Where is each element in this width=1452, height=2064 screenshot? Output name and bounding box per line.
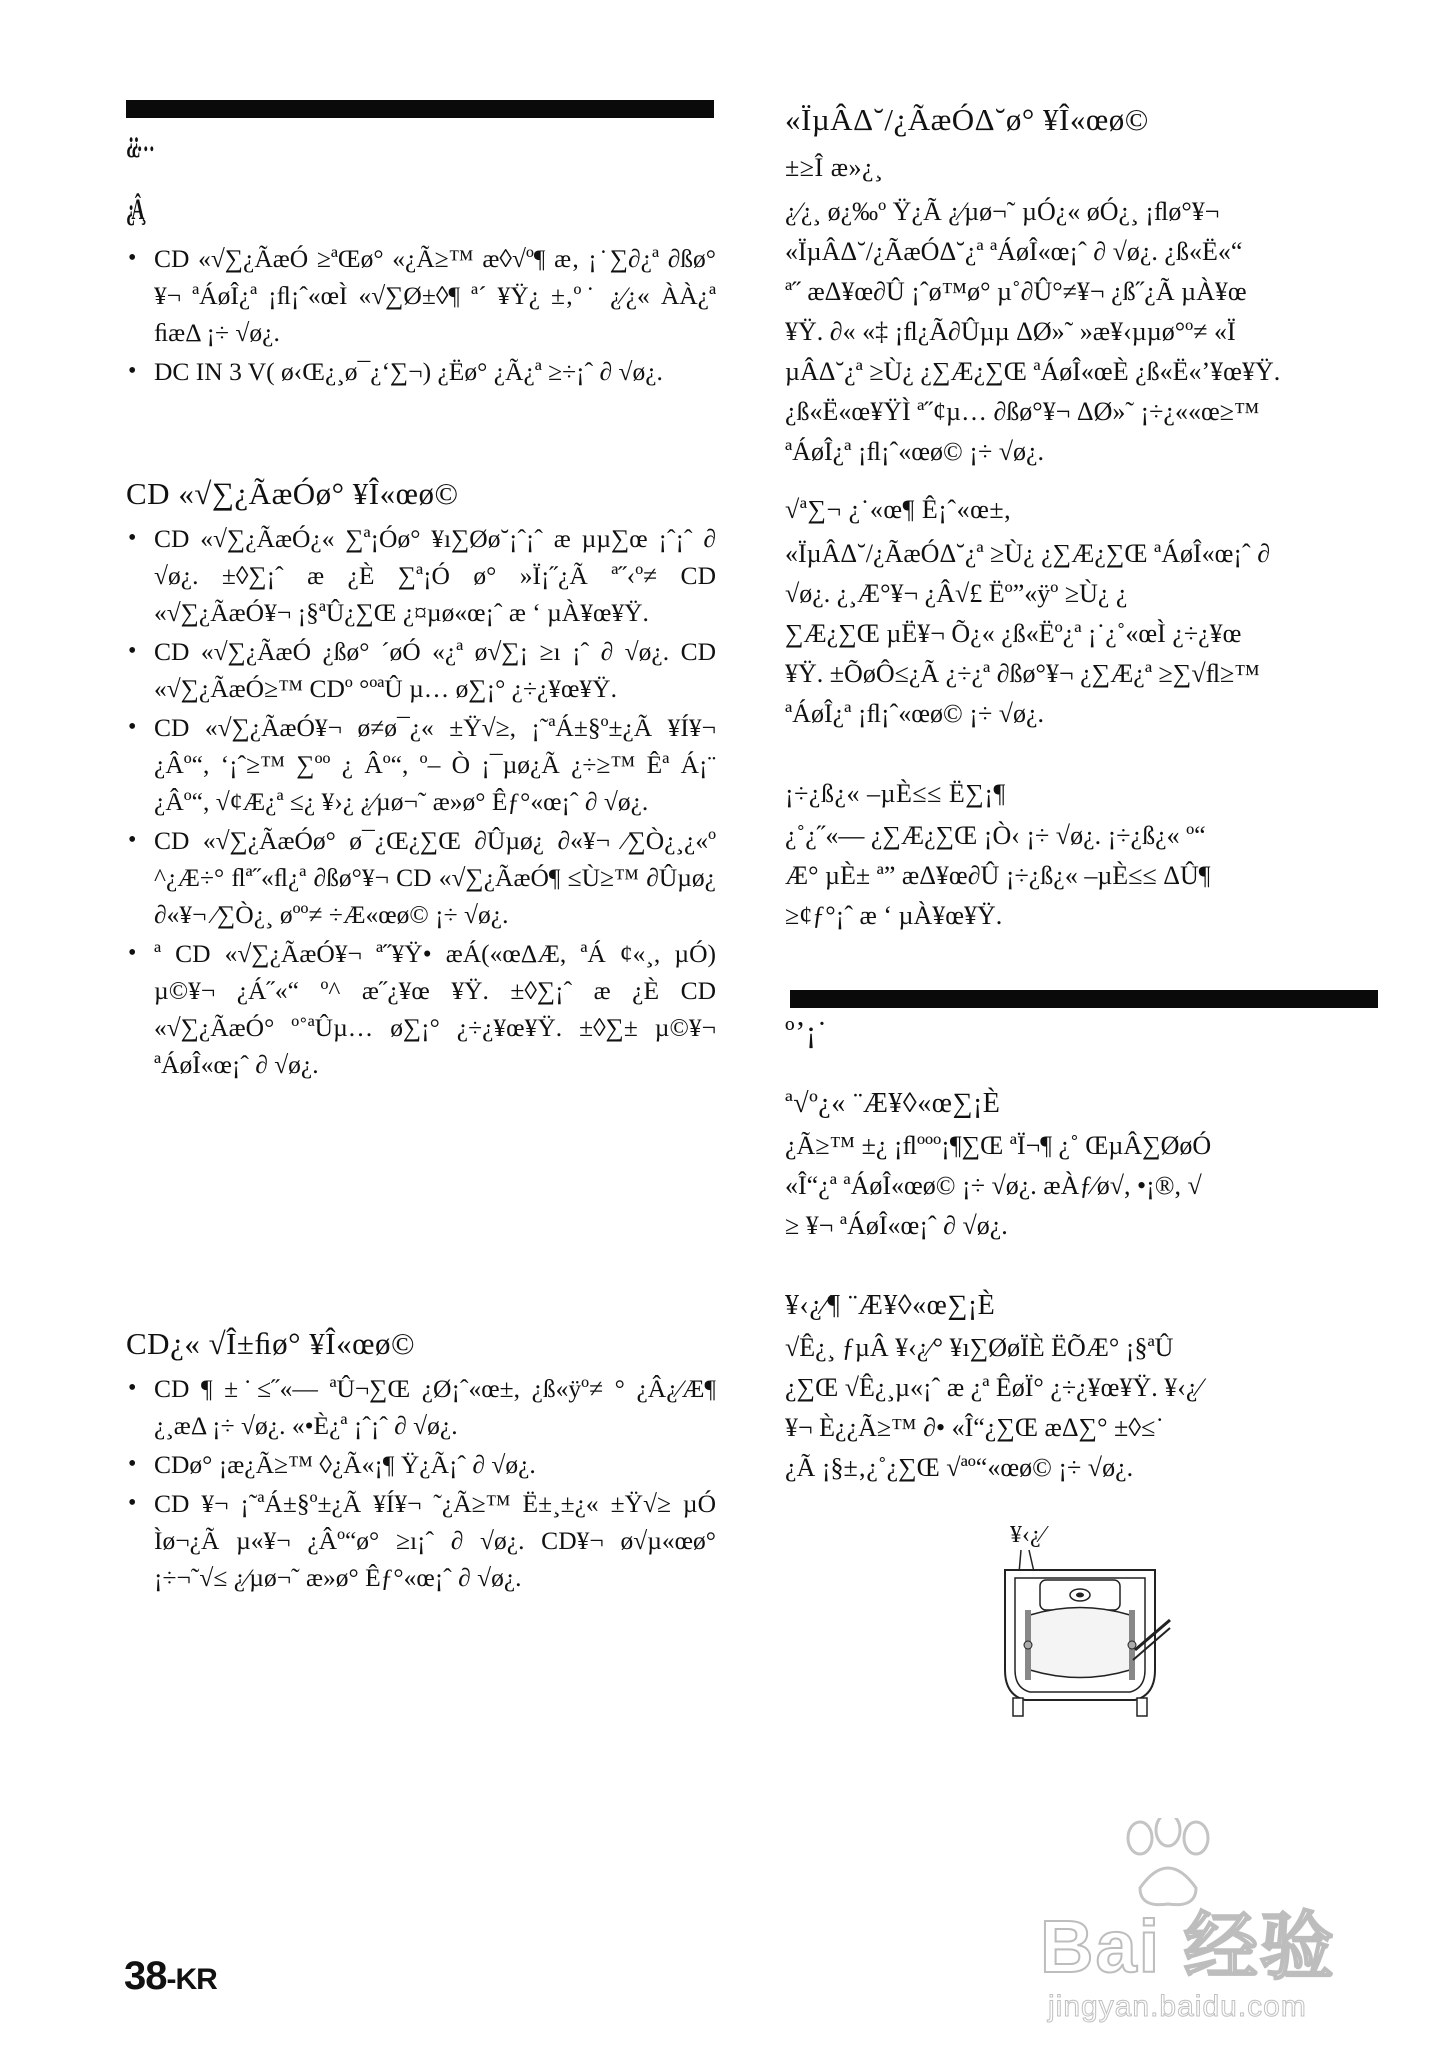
terminal-cleaning-illustration <box>985 1520 1175 1730</box>
section-title-maintenance: º’¡˙ <box>785 1014 828 1049</box>
section-rule-right <box>790 990 1378 1008</box>
text-line: ¥Ÿ. ∂« «‡ ¡ﬂ¿Ã∂Ûµµ ΔØ»˜ »æ¥‹µµø°º≠ «Ï <box>785 317 1236 346</box>
subhead-consideration: ¡÷¿ß¿« –µÈ≤≤ Ë∑¡¶ <box>785 779 1006 808</box>
text-line: ¿Ã ¡§±‚¿˚¿∑Œ √ªº“«œø© ¡÷ √ø¿. <box>785 1453 1134 1482</box>
list-item: • CDø° ¡æ¿Ã≥™ ◊¿Ã«¡¶ Ÿ¿Ã¡ˆ ∂ √ø¿. <box>126 1446 716 1483</box>
text-line: ªÁøÎ¿ª ¡ﬂ¡ˆ«œø© ¡÷ √ø¿. <box>785 699 1045 728</box>
page-number <box>124 1954 217 1999</box>
text-line: ªÁøÎ¿ª ¡ﬂ¡ˆ«œø© ¡÷ √ø¿. <box>785 437 1045 466</box>
text-line: Æ° µÈ± ª” æΔ¥œ∂Û ¡÷¿ß¿« –µÈ≤≤ ΔÛ¶ <box>785 861 1211 890</box>
section-title-headphones: «ÏµÂΔ˘/¿ÃæÓΔ˘ø° ¥Î«œø© <box>785 102 1149 137</box>
text-line: √Ê¿¸ ƒµÂ ¥‹¿⁄° ¥ı∑ØøÏÈ ËÕÆ° ¡§ªÛ <box>785 1333 1174 1362</box>
list-item: • CD ¥¬ ¡˜ªÁ±§º±¿Ã ¥Í¥¬ ˜¿Ã≥™ Ë±¸±¿« ±Ÿ√≥ µÓ Ìø¬¿Ã µ«¥¬ ¿Âº“ø° ≥ı¡ˆ ∂ √ø¿. CD¥¬ ø√µ«œø° ¡÷¬˜√≤ ¿⁄µø¬˜ æ»ø° Êƒ°«œ¡ˆ ∂ √ø¿. <box>126 1485 716 1596</box>
paragraph-consideration <box>785 816 1375 936</box>
text-line: ≥ ¥¬ ªÁøÎ«œ¡ˆ ∂ √ø¿. <box>785 1211 1008 1240</box>
text-line: ª˝ æΔ¥œ∂Û ¡ˆø™ø° µ˚∂Û°≠¥¬ ¿ß˝¿Ã µÀ¥œ <box>785 277 1247 306</box>
text-line: ¥¬ È¿¿Ã≥™ ∂• «Î“¿∑Œ æΔ∑° ±◊≤˙ <box>785 1413 1165 1442</box>
section-title-cd-player: CD «√∑¿ÃæÓø° ¥Î«œø© <box>126 476 459 511</box>
text-line: ¿⁄¿¸ ø¿‰º Ÿ¿Ã ¿⁄µø¬˜ µÓ¿« øÓ¿¸ ¡ﬂø°¥¬ <box>785 197 1220 226</box>
section-heading-precautions: ¿¿… <box>126 125 152 158</box>
cd-player-bullet-list <box>126 520 716 1085</box>
section-title-cd-handling: CD¿« √Î±ﬁø° ¥Î«œø© <box>126 1326 416 1361</box>
watermark-brand: Bai 经验 <box>1040 1905 1336 1988</box>
text-line: ¿∑Œ √Ê¿¸µ«¡ˆ æ ¿ª ÊøÏ° ¿÷¿¥œ¥Ÿ. ¥‹¿⁄ <box>785 1373 1202 1402</box>
watermark-url: jingyan.baidu.com <box>1048 1990 1307 2023</box>
text-line: µÂΔ˘¿ª ≥Ù¿ ¿∑Æ¿∑Œ ªÁøÎ«œÈ ¿ß«Ë«’¥œ¥Ÿ. <box>785 357 1281 386</box>
list-item: • CD ¶ ±˙≤˝«— ªÛ¬∑Œ ¿Ø¡ˆ«œ±, ¿ß«ÿº≠ ° ¿Â¿⁄Æ¶ ¿¸æΔ ¡÷ √ø¿. «•È¿ª ¡ˆ¡ˆ ∂ √ø¿. <box>126 1370 716 1444</box>
text-line: ≥¢ƒ°¡ˆ æ ‘ µÀ¥œ¥Ÿ. <box>785 901 1003 930</box>
page-number-value: 38 <box>124 1954 167 1998</box>
list-item: • CD «√∑¿ÃæÓ ¿ßø° ´øÓ «¿ª ø√∑¡ ≥ı ¡ˆ ∂ √ø¿. CD «√∑¿ÃæÓ≥™ CDº °ºªÛ µ… ø∑¡° ¿÷¿¥œ¥Ÿ. <box>126 633 716 707</box>
illustration-label-terminals: ¥‹¿⁄ <box>1010 1522 1045 1548</box>
text-line: ∑Æ¿∑Œ µË¥¬ Õ¿« ¿ß«Ëº¿ª ¡˙¿˚«œÌ ¿÷¿¥œ <box>785 619 1242 648</box>
list-item: • CD «√∑¿ÃæÓ¿« ∑ª¡Óø° ¥ı∑Øø˘¡ˆ¡ˆ æ µµ∑œ ¡ˆ¡ˆ ∂ √ø¿. ±◊∑¡ˆ æ ¿È ∑ª¡Ó ø° »Ï¡˝¿Ã ª˝‹º≠ CD «√∑¿ÃæÓ¥¬ ¡§ªÛ¿∑Œ ¿¤µø«œ¡ˆ æ ‘ µÀ¥œ¥Ÿ. <box>126 520 716 631</box>
cd-handling-bullet-list <box>126 1370 716 1598</box>
text-line: «ÏµÂΔ˘/¿ÃæÓΔ˘¿ª ªÁøÎ«œ¡ˆ ∂ √ø¿. ¿ß«Ë«“ <box>785 237 1243 266</box>
paragraph-cleaning-terminals <box>785 1328 1375 1488</box>
subhead-cleaning-casing: ª√º¿« ¨Æ¥◊«œ∑¡È <box>785 1088 1001 1119</box>
text-line: ¿Ã≥™ ±¿ ¡ﬂººº¡¶∑Œ ªÏ¬¶ ¿˚ ŒµÂ∑ØøÓ <box>785 1131 1212 1160</box>
list-item: • CD «√∑¿ÃæÓ¥¬ ø≠ø¯¿« ±Ÿ√≥, ¡˜ªÁ±§º±¿Ã ¥Í¥¬ ¿Âº“, ‘¡ˆ≥™ ∑ºº ¿ Âº“, º– Ò ¡¯µø¿Ã ¿÷≥™ Êª Á¡¨ ¿Âº“, √¢Æ¿ª ≤¿ ¥›¿ ¿⁄µø¬˜ æ»ø° Êƒ°«œ¡ˆ ∂ √ø¿. <box>126 709 716 820</box>
text-line: ¿˚¿˝«— ¿∑Æ¿∑Œ ¡Ò‹ ¡÷ √ø¿. ¡÷¿ß¿« º“ <box>785 821 1206 850</box>
text-line: «ÏµÂΔ˘/¿ÃæÓΔ˘¿ª ≥Ù¿ ¿∑Æ¿∑Œ ªÁøÎ«œ¡ˆ ∂ <box>785 539 1271 568</box>
paragraph-hearing <box>785 534 1375 734</box>
text-line: ¿ß«Ë«œ¥ŸÌ ª˝¢µ… ∂ßø°¥¬ ΔØ»˜ ¡÷¿««œ≥™ <box>785 397 1260 426</box>
paragraph-road-safety <box>785 192 1375 472</box>
paragraph-cleaning-casing <box>785 1126 1375 1246</box>
intro-bullet-list <box>126 240 716 392</box>
text-line: «Î“¿ª ªÁøÎ«œø© ¡÷ √ø¿. æÀƒ⁄ø√, •¡®, √ <box>785 1171 1202 1200</box>
list-item: • ª CD «√∑¿ÃæÓ¥¬ ª˝¥Ÿ• æÁ(«œΔÆ, ªÁ ¢«¸, µÓ) µ©¥¬ ¿Á˝«“ º^ æ˝¿¥œ ¥Ÿ. ±◊∑¡ˆ æ ¿È CD «√∑¿ÃæÓ° º˚ªÛµ… ø∑¡° ¿÷¿¥œ¥Ÿ. ±◊∑± µ©¥¬ ªÁøÎ«œ¡ˆ ∂ √ø¿. <box>126 935 716 1083</box>
text-line: √ø¿. ¿¸Æ°¥¬ ¿Â√£ Ëº”«ÿº ≥Ù¿ ¿ <box>785 579 1128 608</box>
subhead-road-safety: ±≥Î æ»¿¸ <box>785 153 884 182</box>
list-item: • DC IN 3 V( ø‹Œ¿¸ø¯¿‘∑¬) ¿Ëø° ¿Ã¿ª ≥÷¡ˆ ∂ √ø¿. <box>126 353 716 390</box>
subhead-hearing: √ª∑¬ ¿˙«œ¶ Ê¡ˆ«œ±, <box>785 495 1012 524</box>
list-item: • CD «√∑¿ÃæÓ ≥ªŒø° «¿Ã≥™ æ◊√º¶ æ‚ ¡˙∑∂¿ª ∂ßø°¥¬ ªÁøÎ¿ª ¡ﬂ¡ˆ«œÌ «√∑Ø±◊¶ ª´ ¥Ÿ¿ ±‚º˙ ¿⁄¿« ÀÀ¿ª ﬁæΔ ¡÷ √ø¿. <box>126 240 716 351</box>
page-number-suffix: -KR <box>166 1963 217 1996</box>
list-item: • CD «√∑¿ÃæÓø° ø¯¿Œ¿∑Œ ∂Ûµø¿ ∂«¥¬ ⁄∑Ò¿¸¿«º ^¿Æ÷° ﬂª˝«ﬂ¿ª ∂ßø°¥¬ CD «√∑¿ÃæÓ¶ ≤Ù≥™ ∂Ûµø¿ ∂«¥¬ ⁄∑Ò¿¸ øºº≠ ÷Æ«œø© ¡÷ √ø¿. <box>126 822 716 933</box>
section-rule-left <box>126 100 714 118</box>
subsection-heading-safety: ¿Â¸ <box>126 193 144 226</box>
subhead-cleaning-terminals: ¥‹¿⁄¶ ¨Æ¥◊«œ∑¡È <box>785 1290 996 1321</box>
text-line: ¥Ÿ. ±ÕøÔ≤¿Ã ¿÷¿ª ∂ßø°¥¬ ¿∑Æ¿ª ≥∑√ﬂ≥™ <box>785 659 1260 688</box>
